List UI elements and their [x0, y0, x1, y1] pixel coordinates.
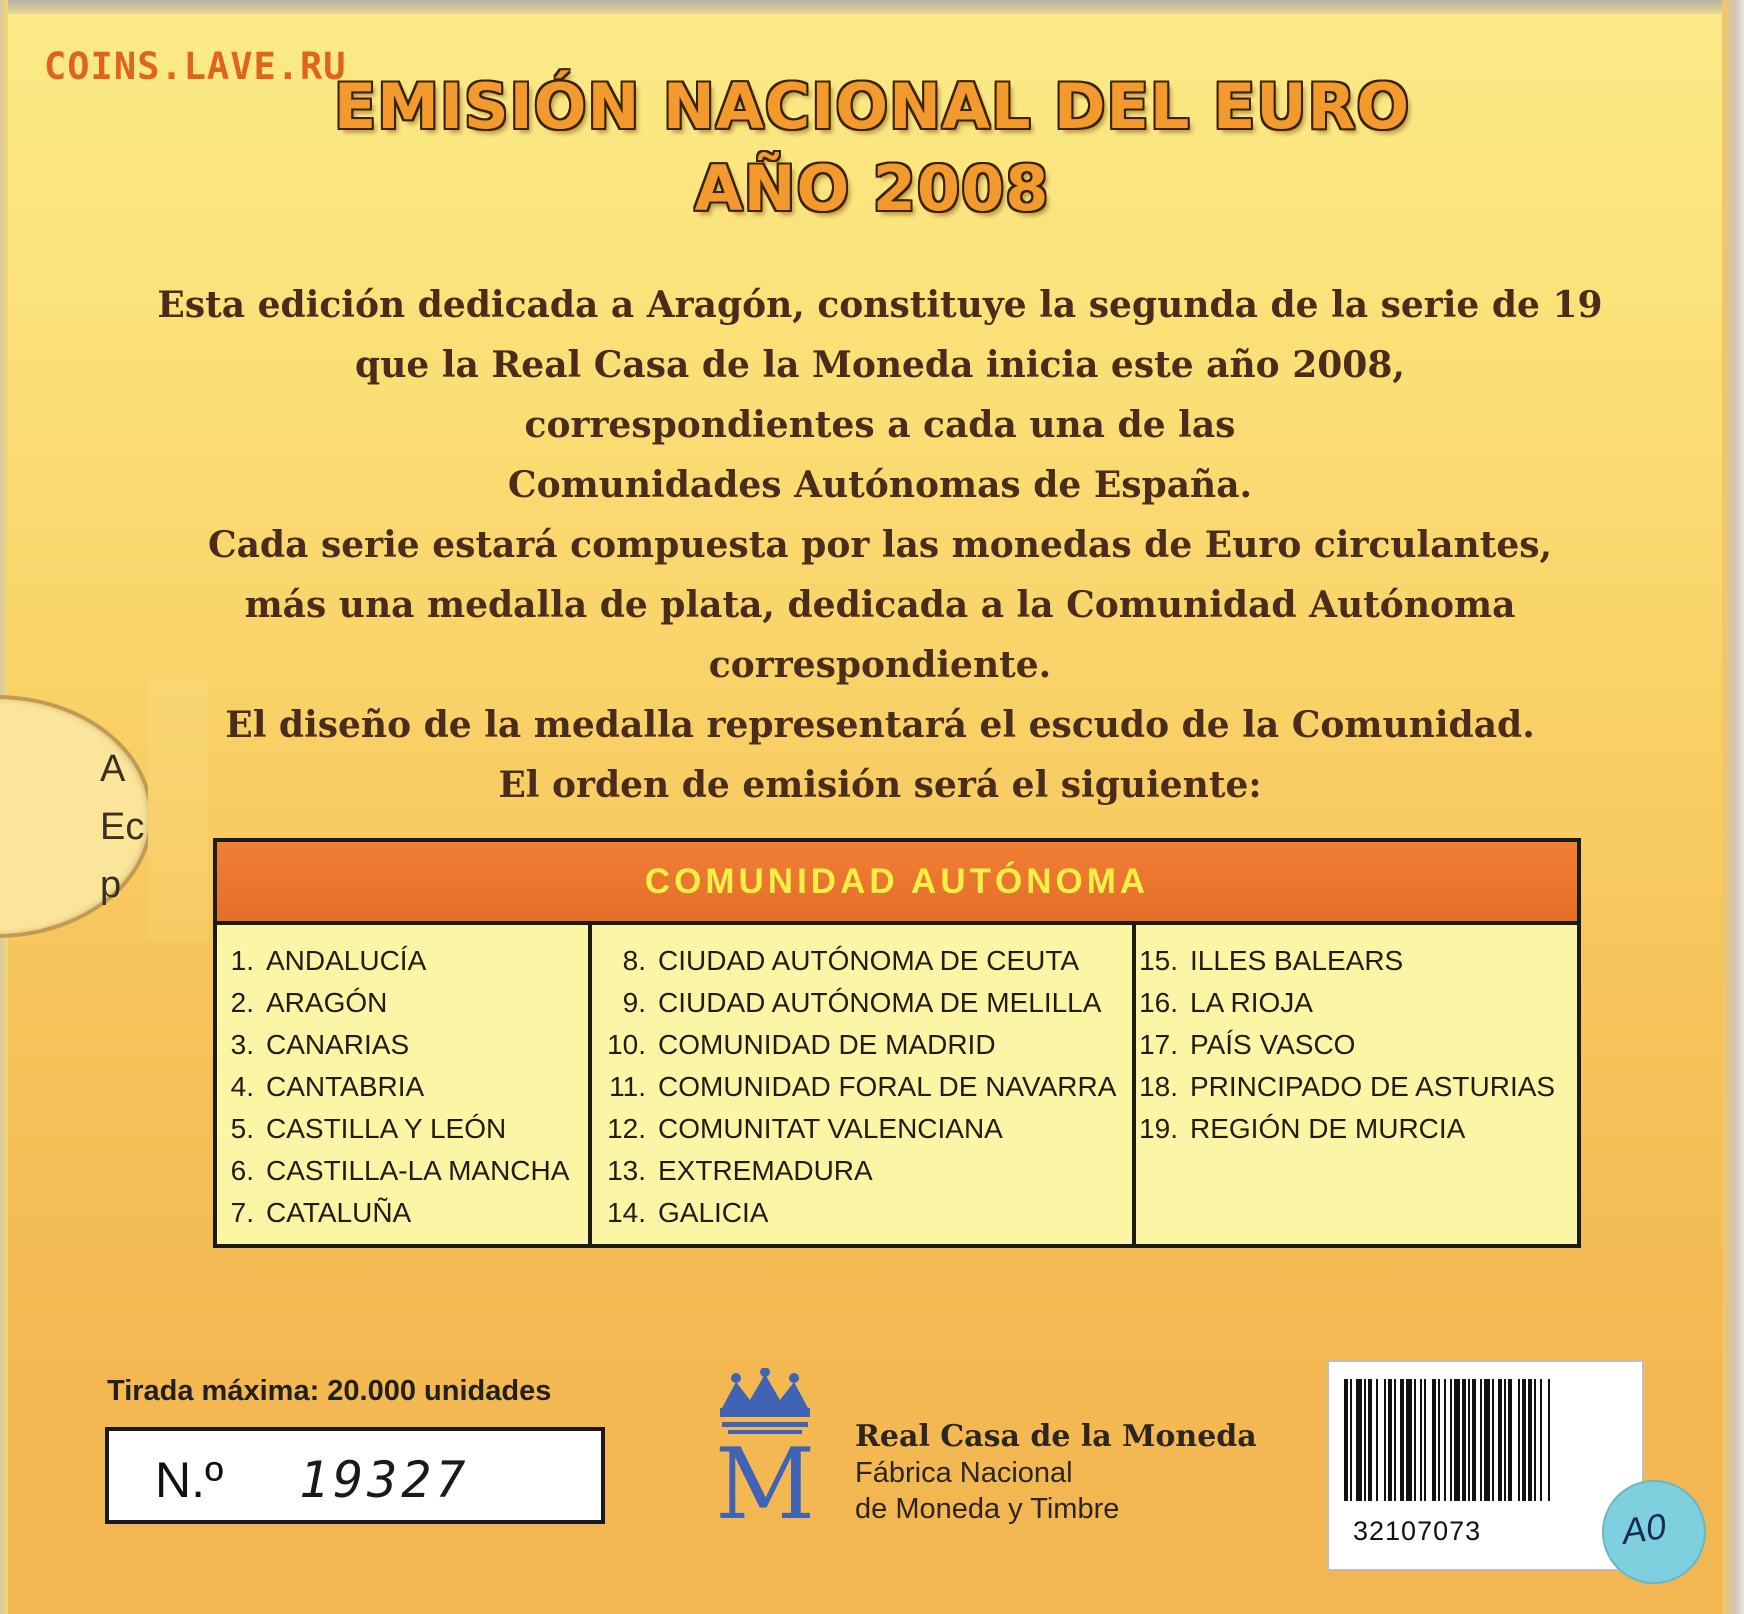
community-name: ANDALUCÍA	[266, 945, 427, 976]
community-row	[217, 1113, 506, 1145]
community-row	[217, 945, 426, 977]
community-number: 5.	[230, 1113, 254, 1144]
watermark: COINS.LAVE.RU	[44, 45, 347, 88]
table-column-3	[1136, 925, 1577, 1244]
community-name: REGIÓN DE MURCIA	[1190, 1113, 1466, 1144]
community-name: PAÍS VASCO	[1190, 1029, 1356, 1060]
community-row	[592, 945, 1079, 977]
community-row	[217, 1029, 409, 1061]
community-number: 19.	[1139, 1113, 1178, 1144]
community-number: 16.	[1139, 987, 1178, 1018]
community-number: 1.	[230, 945, 254, 976]
community-name: COMUNITAT VALENCIANA	[658, 1113, 1003, 1144]
community-number: 2.	[230, 987, 254, 1018]
pull-tab-fragment: p	[100, 864, 122, 906]
pull-tab-cover	[148, 680, 208, 940]
sticker-text: A0	[1619, 1505, 1669, 1552]
community-name: CANARIAS	[266, 1029, 410, 1060]
community-name: COMUNIDAD DE MADRID	[658, 1029, 996, 1060]
community-row	[1136, 1071, 1555, 1103]
box-right-edge	[1722, 0, 1744, 1614]
title-line-2: AÑO 2008	[694, 152, 1050, 225]
serial-number-box	[105, 1427, 605, 1524]
community-number: 10.	[607, 1029, 646, 1060]
logo-letter: M	[714, 1428, 816, 1528]
community-row	[592, 1071, 1116, 1103]
barcode-icon	[1344, 1379, 1628, 1501]
community-name: CASTILLA Y LEÓN	[266, 1113, 507, 1144]
community-number: 13.	[607, 1155, 646, 1186]
community-number: 11.	[609, 1071, 646, 1102]
community-number: 12.	[607, 1113, 646, 1144]
pull-tab-text	[100, 740, 146, 914]
community-name: LA RIOJA	[1190, 987, 1313, 1018]
print-run-label: Tirada máxima: 20.000 unidades	[107, 1375, 552, 1407]
community-number: 18.	[1139, 1071, 1178, 1102]
publisher-line-3: de Moneda y Timbre	[855, 1493, 1120, 1525]
community-name: CANTABRIA	[266, 1071, 425, 1102]
community-name: CATALUÑA	[266, 1197, 412, 1228]
community-number: 14.	[607, 1197, 646, 1228]
intro-line: Comunidades Autónomas de España.	[507, 464, 1253, 506]
community-name: CIUDAD AUTÓNOMA DE CEUTA	[658, 945, 1080, 976]
community-row	[217, 987, 387, 1019]
community-row	[217, 1197, 411, 1229]
intro-line: Esta edición dedicada a Aragón, constituye la segunda de la serie de 19	[157, 284, 1603, 326]
community-name: CIUDAD AUTÓNOMA DE MELILLA	[658, 987, 1102, 1018]
publisher-line-2: Fábrica Nacional	[855, 1457, 1073, 1489]
community-name: CASTILLA-LA MANCHA	[266, 1155, 570, 1186]
community-row	[592, 1113, 1003, 1145]
barcode-number: 32107073	[1353, 1516, 1482, 1546]
table-column-1	[217, 925, 592, 1244]
community-number: 7.	[230, 1197, 254, 1228]
community-number: 8.	[622, 945, 646, 976]
community-row	[592, 987, 1101, 1019]
community-row	[217, 1155, 569, 1187]
intro-line: correspondiente.	[708, 644, 1052, 686]
community-name: ILLES BALEARS	[1190, 945, 1404, 976]
community-row	[592, 1029, 996, 1061]
community-number: 15.	[1139, 945, 1178, 976]
intro-line: correspondientes a cada una de las	[524, 404, 1236, 446]
table-header-label: COMUNIDAD AUTÓNOMA	[644, 861, 1150, 901]
publisher-name: Real Casa de la Moneda	[855, 1419, 1257, 1454]
intro-line: Cada serie estará compuesta por las monedas de Euro circulantes,	[207, 524, 1553, 566]
intro-line: El diseño de la medalla representará el escudo de la Comunidad.	[225, 704, 1535, 746]
community-name: GALICIA	[658, 1197, 769, 1228]
communities-table	[213, 838, 1581, 1248]
community-row	[592, 1197, 768, 1229]
pull-tab-fragment: Ec	[100, 806, 145, 848]
community-number: 9.	[622, 987, 646, 1018]
intro-line: que la Real Casa de la Moneda inicia este año 2008,	[355, 344, 1405, 386]
barcode-label	[1327, 1360, 1644, 1571]
intro-line: más una medalla de plata, dedicada a la Comunidad Autónoma	[244, 584, 1516, 626]
community-name: PRINCIPADO DE ASTURIAS	[1190, 1071, 1556, 1102]
intro-text	[130, 275, 1630, 815]
community-name: EXTREMADURA	[658, 1155, 873, 1186]
community-number: 3.	[230, 1029, 254, 1060]
serial-prefix: N.º	[155, 1452, 224, 1508]
serial-number: 19327	[299, 1451, 470, 1509]
community-number: 6.	[230, 1155, 254, 1186]
community-row	[217, 1071, 424, 1103]
community-row	[1136, 945, 1403, 977]
community-row	[592, 1155, 873, 1187]
community-number: 17.	[1139, 1029, 1178, 1060]
intro-line: El orden de emisión será el siguiente:	[498, 764, 1262, 806]
community-number: 4.	[230, 1071, 254, 1102]
community-row	[1136, 1029, 1355, 1061]
pull-tab-fragment: A	[100, 748, 126, 790]
community-name: ARAGÓN	[266, 987, 388, 1018]
crown-m-logo-icon	[700, 1368, 830, 1528]
box-top-edge	[0, 0, 1744, 14]
title-line-1: EMISIÓN NACIONAL DEL EURO	[333, 70, 1411, 143]
table-column-2	[592, 925, 1136, 1244]
community-row	[1136, 987, 1313, 1019]
community-row	[1136, 1113, 1465, 1145]
community-name: COMUNIDAD FORAL DE NAVARRA	[658, 1071, 1117, 1102]
table-header	[217, 842, 1577, 925]
